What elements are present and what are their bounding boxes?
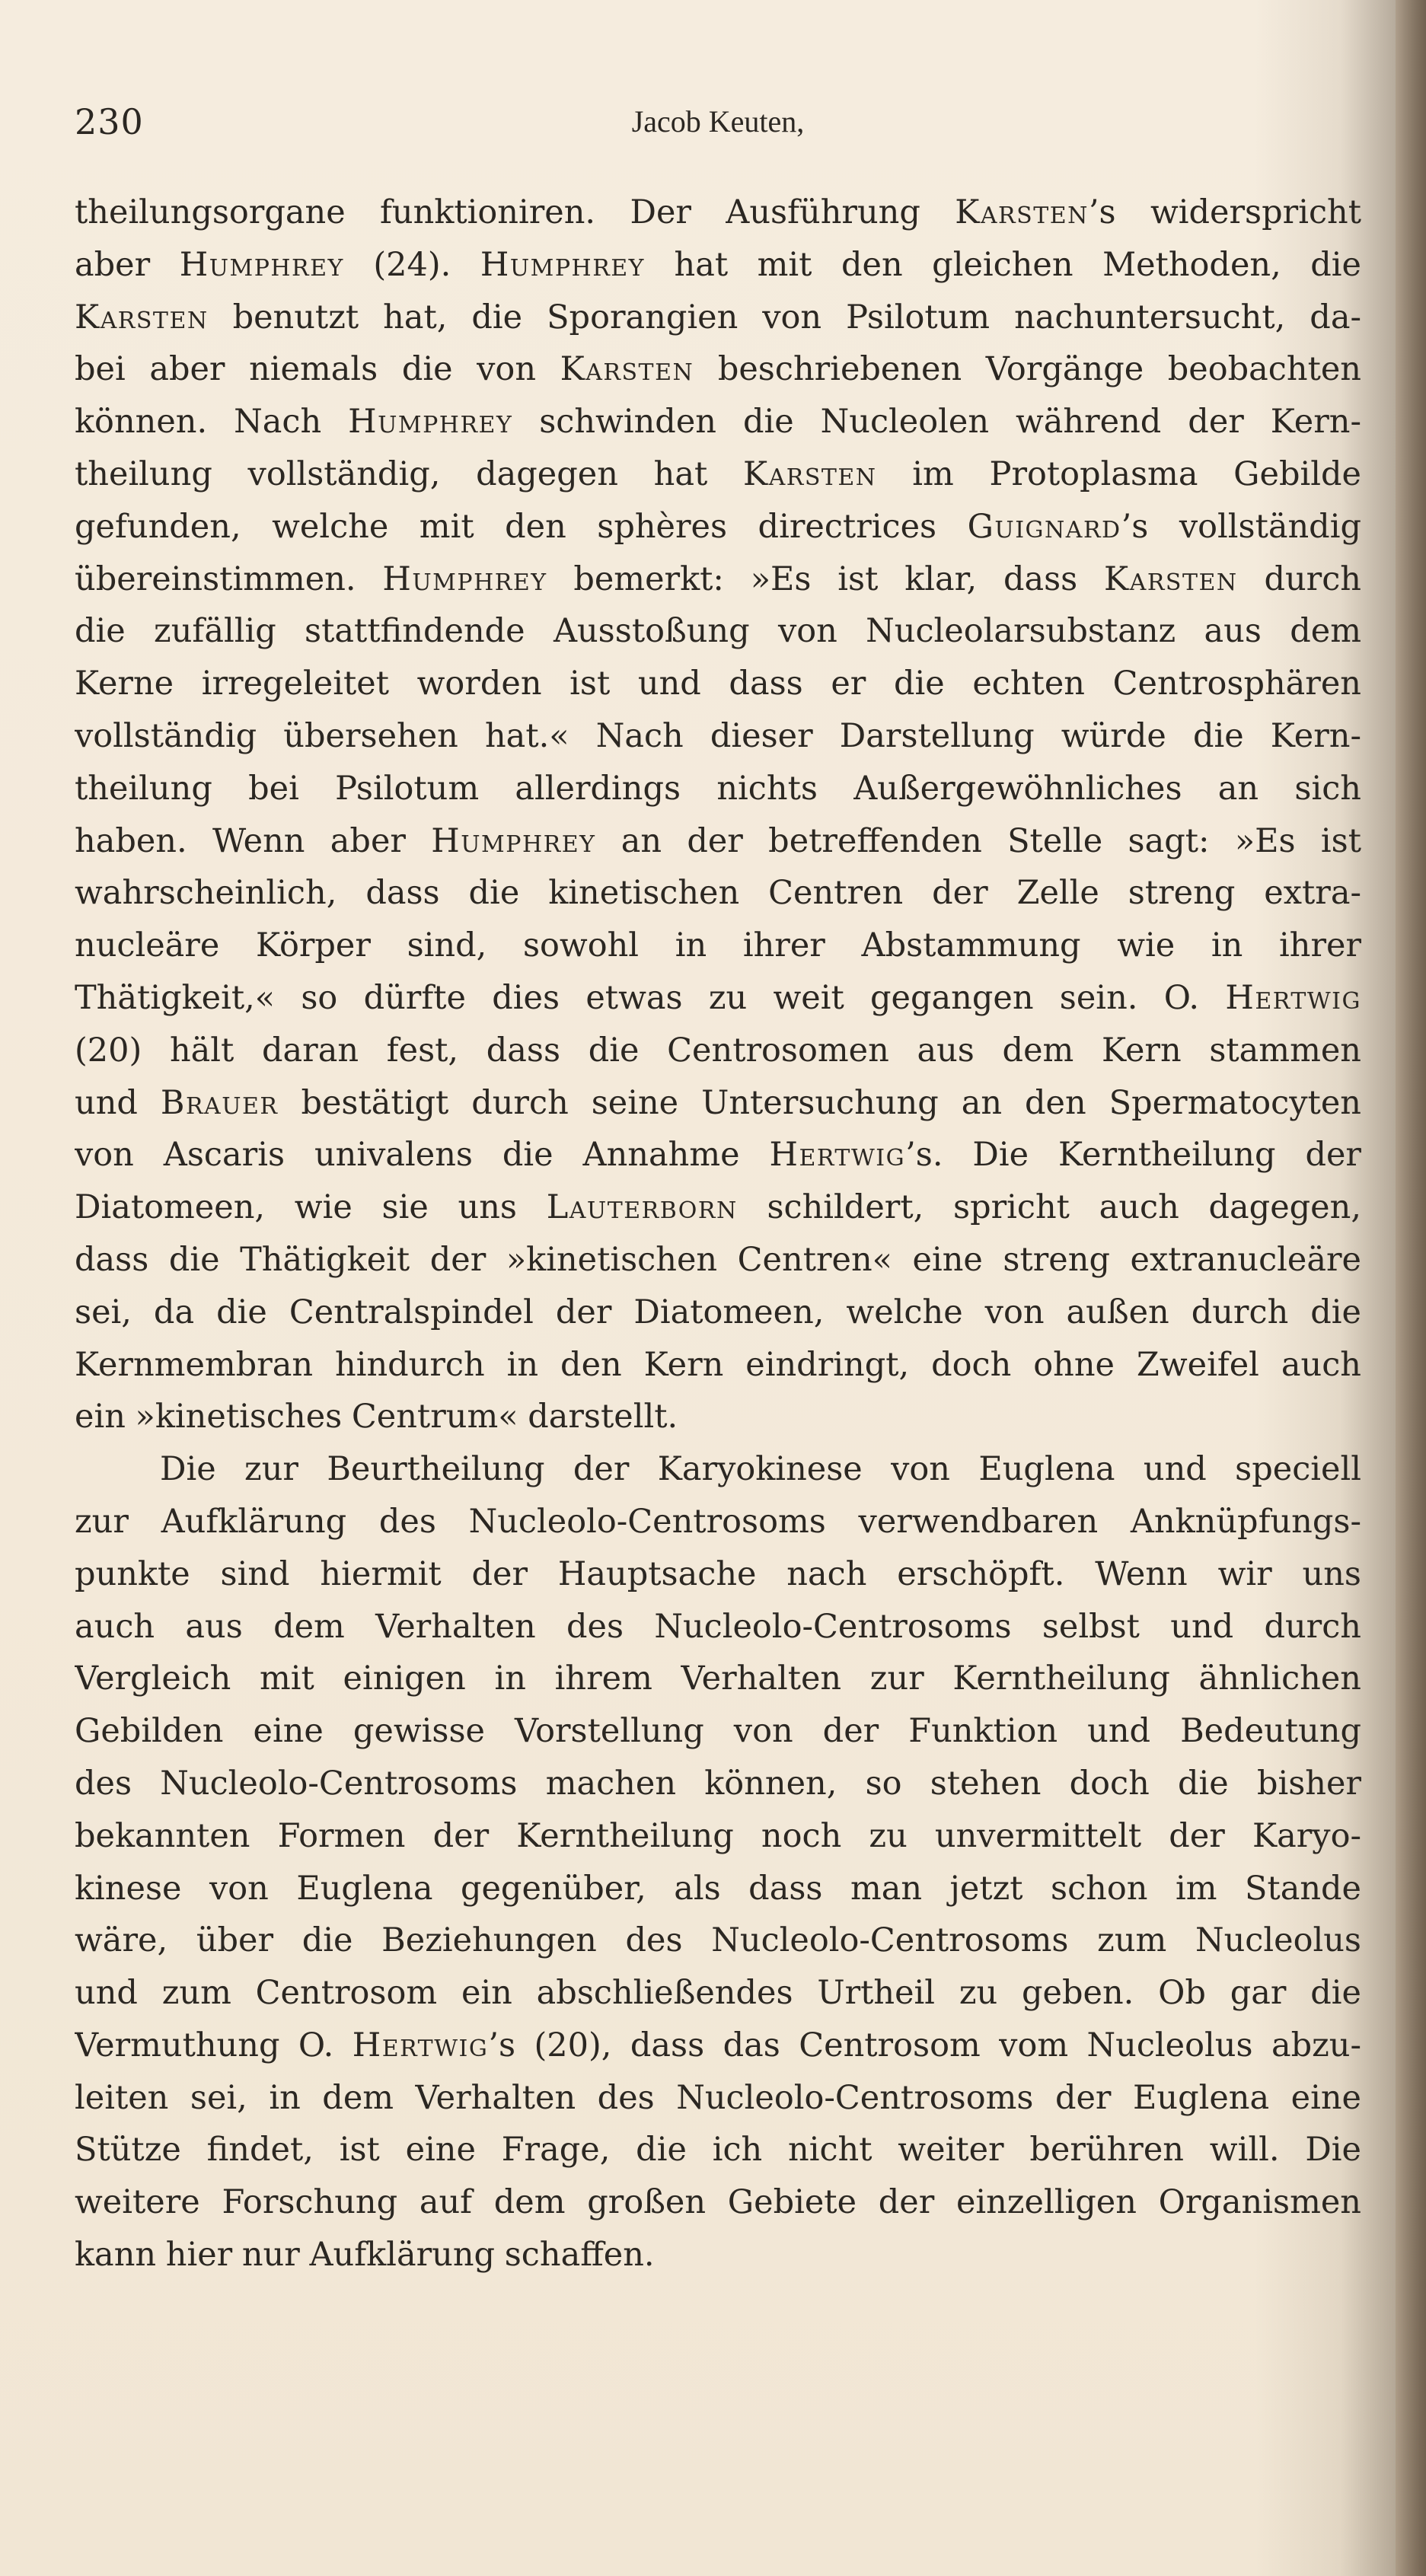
text-run: bemerkt: »Es ist klar, dass [547, 560, 1105, 598]
text-run: theilungsorgane funktioniren. Der Ausführung [75, 193, 955, 231]
text-line [75, 1025, 1361, 1077]
text-run: und [75, 1083, 161, 1122]
text-line [75, 1653, 1361, 1705]
text-line [75, 1129, 1361, 1181]
text-run: Diatomeen, wie sie uns [75, 1188, 547, 1227]
page-number: 230 [75, 101, 144, 142]
text-run: die zufällig stattfindende Ausstoßung von Nucleolarsubstanz aus dem [75, 612, 1361, 651]
body-text [75, 187, 1361, 2281]
text-line [75, 2229, 1361, 2281]
text-run: Thätigkeit,« so dürfte dies etwas zu weit gegangen sein. O. [75, 978, 1226, 1017]
text-line [75, 1443, 1361, 1496]
text-line [75, 1705, 1361, 1758]
text-line [75, 605, 1361, 658]
text-run: ’s. Die Kerntheilung der [905, 1136, 1361, 1175]
text-run: des Nucleolo-Centrosoms machen können, so stehen doch die bisher [75, 1764, 1361, 1803]
text-run: übereinstimmen. [75, 560, 383, 598]
text-line [75, 1601, 1361, 1653]
text-line [75, 763, 1361, 815]
text-line [75, 396, 1361, 448]
text-line [75, 1967, 1361, 2020]
text-run: ’s widerspricht [1088, 193, 1361, 231]
running-head: Jacob Keuten, [631, 104, 805, 139]
text-run: beschriebenen Vorgänge beobachten [694, 350, 1361, 389]
text-run: leiten sei, in dem Verhalten des Nucleolo-Centrosoms der Euglena eine [75, 2078, 1361, 2117]
text-line [75, 920, 1361, 972]
text-run: (24). [343, 245, 480, 284]
text-run: und zum Centrosom ein abschließendes Urtheil zu geben. Ob gar die [75, 1974, 1361, 2013]
text-line [75, 1286, 1361, 1339]
text-line [75, 658, 1361, 710]
text-run: durch [1237, 560, 1361, 598]
text-line [75, 448, 1361, 501]
author-name: Hertwig [352, 2026, 489, 2064]
text-line [75, 1181, 1361, 1234]
text-run: wäre, über die Beziehungen des Nucleolo-Centrosoms zum Nucleolus [75, 1921, 1361, 1960]
text-run: schildert, spricht auch dagegen, [737, 1188, 1361, 1227]
text-line [75, 815, 1361, 868]
text-run: haben. Wenn aber [75, 821, 432, 860]
text-run: schwinden die Nucleolen während der Kern- [512, 403, 1361, 442]
text-line [75, 710, 1361, 763]
text-run: bestätigt durch seine Untersuchung an den Spermatocyten [278, 1083, 1361, 1122]
text-run: Gebilden eine gewisse Vorstellung von der Funktion und Bedeutung [75, 1712, 1361, 1751]
author-name: Humphrey [431, 821, 596, 860]
author-name: Lauterborn [546, 1188, 738, 1227]
text-line [75, 2124, 1361, 2176]
text-run: ’s (20), dass das Centrosom vom Nucleolus abzu- [488, 2026, 1361, 2064]
text-line [75, 501, 1361, 553]
text-run: Stütze findet, ist eine Frage, die ich nicht weiter berühren will. Die [75, 2131, 1361, 2170]
text-line [75, 1758, 1361, 1810]
text-run: Die zur Beurtheilung der Karyokinese von Euglena und speciell [160, 1450, 1361, 1489]
text-run: dass die Thätigkeit der »kinetischen Centren« eine streng extranucleäre [75, 1240, 1361, 1279]
text-run: auch aus dem Verhalten des Nucleolo-Centrosoms selbst und durch [75, 1607, 1361, 1646]
text-run: zur Aufklärung des Nucleolo-Centrosoms verwendbaren Anknüpfungs- [75, 1502, 1361, 1541]
text-run: punkte sind hiermit der Hauptsache nach erschöpft. Wenn wir uns [75, 1554, 1361, 1593]
author-name: Karsten [955, 193, 1089, 231]
page-header [75, 99, 1361, 145]
text-line [75, 867, 1361, 920]
text-run: Kernmembran hindurch in den Kern eindringt, doch ohne Zweifel auch [75, 1345, 1361, 1384]
text-run: theilung bei Psilotum allerdings nichts Außergewöhnliches an sich [75, 769, 1361, 808]
text-run: ein »kinetisches Centrum« darstellt. [75, 1398, 678, 1436]
author-name: Humphrey [480, 245, 645, 284]
text-run: ’s vollständig [1121, 507, 1361, 546]
text-run: sei, da die Centralspindel der Diatomeen, welche von außen durch die [75, 1293, 1361, 1331]
text-line [75, 1234, 1361, 1286]
text-run: kinese von Euglena gegenüber, als dass man jetzt schon im Stande [75, 1869, 1361, 1908]
text-line [75, 2072, 1361, 2125]
text-line [75, 1077, 1361, 1130]
text-line [75, 1496, 1361, 1548]
page-gutter-shadow [1396, 0, 1426, 2576]
author-name: Hertwig [769, 1136, 906, 1175]
author-name: Humphrey [382, 560, 547, 598]
text-run: theilung vollständig, dagegen hat [75, 454, 743, 493]
text-line [75, 343, 1361, 396]
text-line [75, 553, 1361, 606]
text-line [75, 292, 1361, 344]
text-run: weitere Forschung auf dem großen Gebiete der einzelligen Organismen [75, 2183, 1361, 2222]
text-run: kann hier nur Aufklärung schaffen. [75, 2236, 655, 2275]
text-line [75, 1863, 1361, 1915]
text-run: vollständig übersehen hat.« Nach dieser Darstellung würde die Kern- [75, 716, 1361, 755]
text-line [75, 1339, 1361, 1392]
text-line [75, 187, 1361, 239]
text-run: hat mit den gleichen Methoden, die [644, 245, 1361, 284]
paragraph [75, 187, 1361, 1443]
text-line [75, 972, 1361, 1025]
text-run: wahrscheinlich, dass die kinetischen Centren der Zelle streng extra- [75, 874, 1361, 913]
text-run: aber [75, 245, 180, 284]
text-line [75, 239, 1361, 292]
text-run: gefunden, welche mit den sphères directrices [75, 507, 968, 546]
author-name: Humphrey [179, 245, 344, 284]
author-name: Karsten [1104, 560, 1238, 598]
author-name: Karsten [75, 298, 209, 336]
text-run: benutzt hat, die Sporangien von Psilotum nachuntersucht, da- [208, 298, 1361, 336]
text-line [75, 2020, 1361, 2072]
text-line [75, 1914, 1361, 1967]
text-run: nucleäre Körper sind, sowohl in ihrer Abstammung wie in ihrer [75, 926, 1361, 965]
text-line [75, 1548, 1361, 1601]
paragraph [75, 1443, 1361, 2281]
text-run: bei aber niemals die von [75, 350, 560, 389]
text-line [75, 1391, 1361, 1443]
text-run: können. Nach [75, 403, 349, 442]
author-name: Hertwig [1225, 978, 1361, 1017]
text-run: an der betreffenden Stelle sagt: »Es ist [595, 821, 1361, 860]
author-name: Guignard [967, 507, 1121, 546]
text-run: von Ascaris univalens die Annahme [75, 1136, 770, 1175]
text-run: Vermuthung O. [75, 2026, 353, 2064]
text-line [75, 1810, 1361, 1863]
author-name: Brauer [160, 1083, 279, 1122]
author-name: Karsten [560, 350, 694, 389]
text-run: (20) hält daran fest, dass die Centrosomen aus dem Kern stammen [75, 1031, 1361, 1070]
text-run: bekannten Formen der Kerntheilung noch zu unvermittelt der Karyo- [75, 1816, 1361, 1855]
author-name: Humphrey [348, 403, 513, 442]
text-run: Vergleich mit einigen in ihrem Verhalten zur Kerntheilung ähnlichen [75, 1659, 1361, 1698]
text-run: im Protoplasma Gebilde [876, 454, 1361, 493]
author-name: Karsten [742, 454, 877, 493]
text-line [75, 2176, 1361, 2229]
text-run: Kerne irregeleitet worden ist und dass er die echten Centrosphären [75, 665, 1361, 703]
